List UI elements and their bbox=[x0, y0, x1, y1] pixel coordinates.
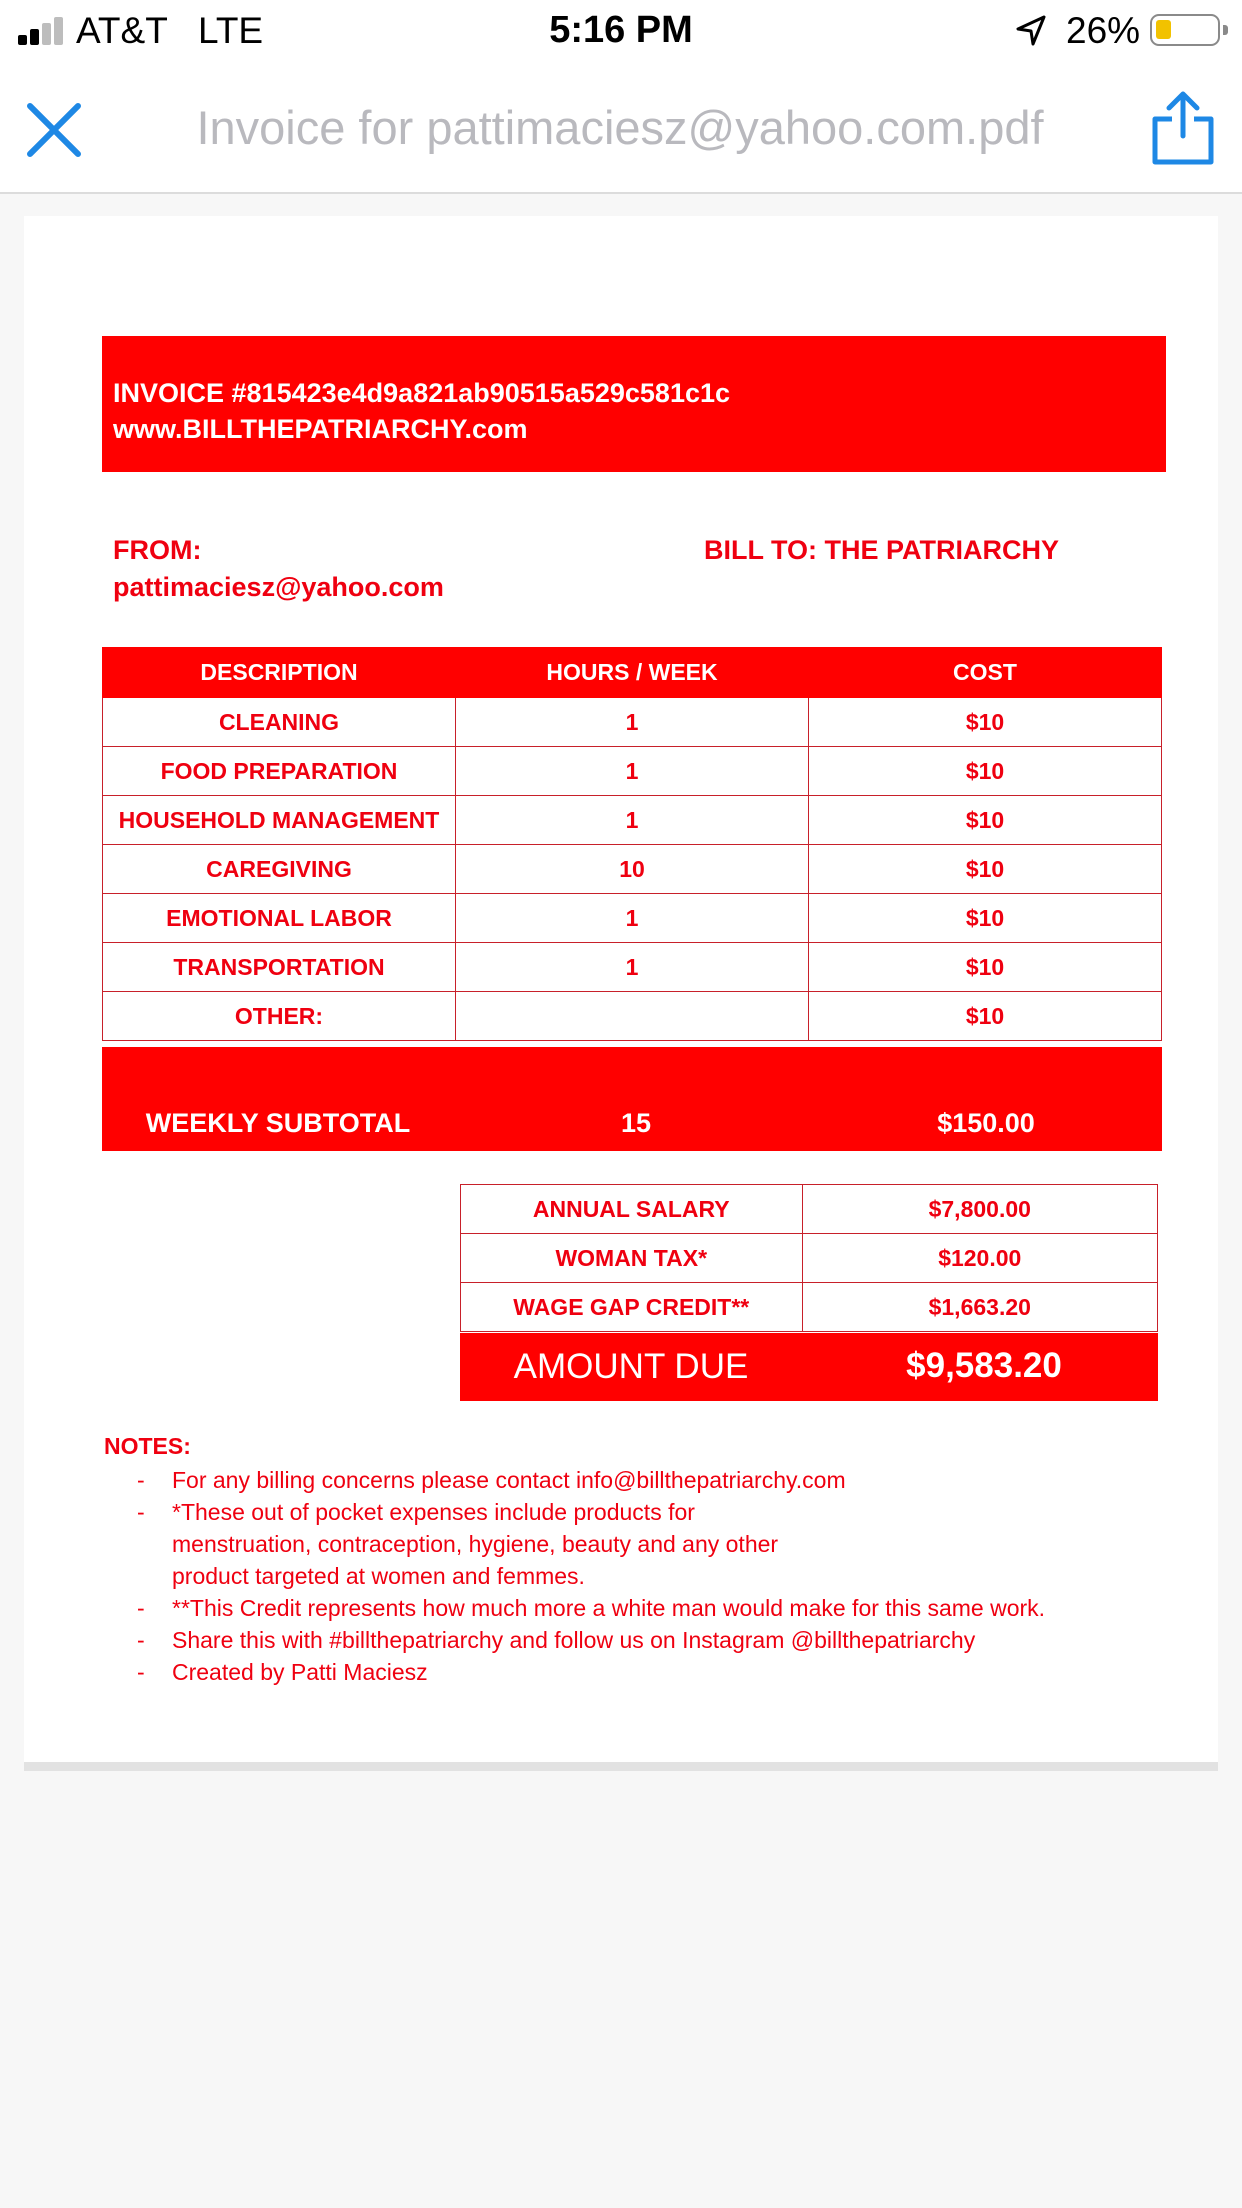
subtotal-label: WEEKLY SUBTOTAL bbox=[145, 1108, 411, 1138]
table-cell: 1 bbox=[456, 747, 809, 796]
column-header: DESCRIPTION bbox=[103, 648, 456, 698]
subtotal-cost: $150.00 bbox=[937, 1108, 1035, 1138]
location-arrow-icon bbox=[1014, 14, 1048, 48]
from-label: FROM: bbox=[113, 535, 202, 565]
table-row bbox=[103, 992, 1162, 1041]
table-cell: OTHER: bbox=[103, 992, 456, 1041]
summary-table bbox=[460, 1184, 1158, 1332]
subtotal-hours: 15 bbox=[620, 1108, 652, 1138]
pdf-page[interactable] bbox=[24, 216, 1218, 1771]
table-cell: 1 bbox=[456, 698, 809, 747]
amount-due-bar bbox=[460, 1333, 1158, 1401]
list-item: - Share this with #billthepatriarchy and follow us on Instagram @billthepatriarchy bbox=[104, 1624, 1184, 1656]
table-cell: $10 bbox=[809, 992, 1162, 1041]
nav-bar bbox=[0, 62, 1242, 194]
amount-due-label: AMOUNT DUE bbox=[513, 1347, 749, 1386]
bill-to: BILL TO: THE PATRIARCHY bbox=[704, 535, 1059, 565]
clock: 5:16 PM bbox=[549, 9, 693, 51]
table-row bbox=[103, 943, 1162, 992]
from-email: pattimaciesz@yahoo.com bbox=[113, 572, 444, 602]
list-item: - Created by Patti Maciesz bbox=[104, 1656, 1184, 1688]
table-cell: 1 bbox=[456, 894, 809, 943]
invoice-header-banner bbox=[102, 336, 1166, 472]
document-title: Invoice for pattimaciesz@yahoo.com.pdf bbox=[196, 101, 1044, 154]
table-cell: 10 bbox=[456, 845, 809, 894]
status-bar bbox=[0, 0, 1242, 62]
weekly-subtotal-bar bbox=[102, 1047, 1162, 1151]
summary-value: $7,800.00 bbox=[802, 1185, 1157, 1234]
table-cell: FOOD PREPARATION bbox=[103, 747, 456, 796]
list-item: - **This Credit represents how much more a white man would make for this same work. bbox=[104, 1592, 1184, 1624]
table-row bbox=[103, 698, 1162, 747]
invoice-number: INVOICE #815423e4d9a821ab90515a529c581c1c bbox=[113, 378, 731, 408]
notes-list bbox=[104, 1464, 1184, 1688]
table-row bbox=[461, 1283, 1158, 1332]
table-cell bbox=[456, 992, 809, 1041]
summary-label: ANNUAL SALARY bbox=[461, 1185, 803, 1234]
table-cell: HOUSEHOLD MANAGEMENT bbox=[103, 796, 456, 845]
table-row bbox=[461, 1185, 1158, 1234]
carrier-label: AT&T LTE bbox=[76, 10, 264, 51]
column-header: COST bbox=[809, 648, 1162, 698]
list-item: - For any billing concerns please contact info@billthepatriarchy.com bbox=[104, 1464, 1184, 1496]
list-item: - *These out of pocket expenses include products for menstruation, contraception, hygiene, beauty and any other product targeted at women and femmes. bbox=[104, 1496, 1184, 1592]
amount-due-value: $9,583.20 bbox=[906, 1346, 1062, 1385]
table-cell: 1 bbox=[456, 943, 809, 992]
table-cell: TRANSPORTATION bbox=[103, 943, 456, 992]
notes-heading: NOTES: bbox=[104, 1433, 191, 1459]
table-header-row bbox=[103, 648, 1162, 698]
share-icon[interactable] bbox=[1150, 90, 1216, 166]
summary-value: $120.00 bbox=[802, 1234, 1157, 1283]
battery-percent: 26% bbox=[1066, 10, 1141, 51]
table-cell: $10 bbox=[809, 796, 1162, 845]
table-cell: CAREGIVING bbox=[103, 845, 456, 894]
table-cell: 1 bbox=[456, 796, 809, 845]
table-row bbox=[103, 796, 1162, 845]
table-row bbox=[103, 894, 1162, 943]
table-cell: EMOTIONAL LABOR bbox=[103, 894, 456, 943]
close-x-icon[interactable] bbox=[24, 100, 84, 160]
table-cell: $10 bbox=[809, 845, 1162, 894]
table-cell: $10 bbox=[809, 698, 1162, 747]
summary-label: WAGE GAP CREDIT** bbox=[461, 1283, 803, 1332]
table-row bbox=[103, 747, 1162, 796]
battery-icon bbox=[1150, 14, 1220, 46]
table-cell: CLEANING bbox=[103, 698, 456, 747]
table-cell: $10 bbox=[809, 747, 1162, 796]
column-header: HOURS / WEEK bbox=[456, 648, 809, 698]
summary-value: $1,663.20 bbox=[802, 1283, 1157, 1332]
summary-label: WOMAN TAX* bbox=[461, 1234, 803, 1283]
table-row bbox=[103, 845, 1162, 894]
table-row bbox=[461, 1234, 1158, 1283]
table-cell: $10 bbox=[809, 943, 1162, 992]
invoice-website: www.BILLTHEPATRIARCHY.com bbox=[113, 414, 528, 444]
labor-table bbox=[102, 647, 1162, 1041]
table-cell: $10 bbox=[809, 894, 1162, 943]
